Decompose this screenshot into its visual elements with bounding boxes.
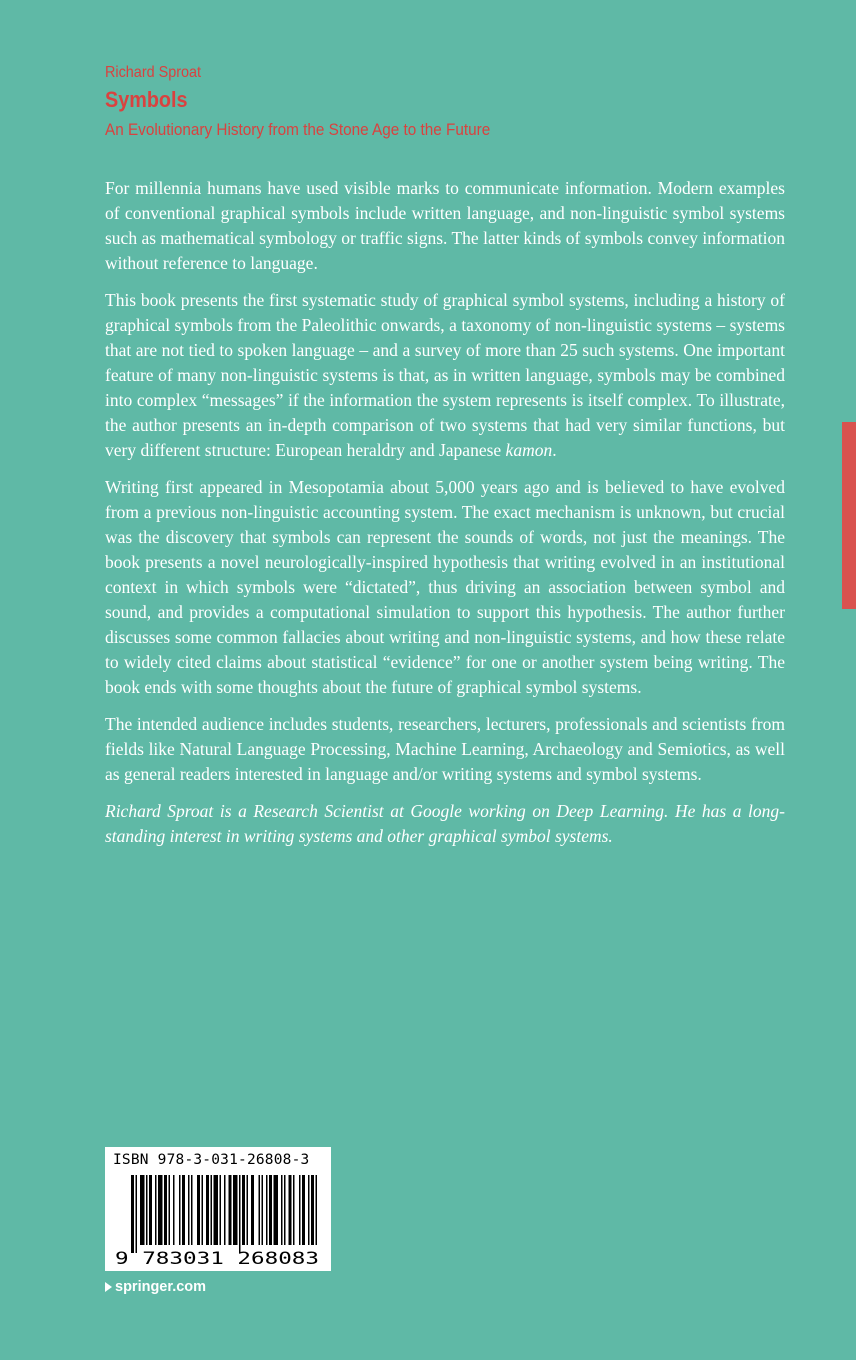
description-paragraph-1: For millennia humans have used visible marks to communicate information. Modern examples of conventional graphical symbols include written language, and non-linguistic symbol systems such as mathematical symbology or traffic signs. The latter kinds of symbols convey information without reference to language. xyxy=(105,178,785,273)
book-description xyxy=(105,176,785,861)
barcode-bar xyxy=(164,1175,167,1245)
barcode-bar xyxy=(211,1175,213,1245)
barcode-bar xyxy=(284,1175,286,1245)
barcode-bar xyxy=(131,1175,134,1253)
barcode-bar xyxy=(188,1175,190,1245)
barcode-bar xyxy=(173,1175,175,1245)
barcode-bar xyxy=(229,1175,232,1245)
barcode-bar xyxy=(233,1175,238,1245)
barcode-graphic xyxy=(113,1175,323,1267)
barcode-bar xyxy=(182,1175,185,1245)
barcode-bar xyxy=(266,1175,268,1245)
barcode-bar xyxy=(155,1175,157,1245)
barcode-bar xyxy=(239,1175,241,1253)
barcode-bar xyxy=(299,1175,301,1245)
barcode-bar xyxy=(289,1175,292,1245)
paragraph-2-main-text: This book presents the first systematic study of graphical symbol systems, including a history of graphical symbols from the Paleolithic onwards, a taxonomy of non-linguistic systems – systems that are not tied to spoken language – and a survey of more than 25 such systems. One important feature of many non-linguistic systems is that, as in written language, symbols may be combined into complex “messages” if the information the system represents is itself complex. To illustrate, the author presents an in-depth comparison of two systems that had very similar functions, but very different structure: European heraldry and Japanese xyxy=(105,290,785,460)
barcode-bar xyxy=(146,1175,148,1245)
barcode-bar xyxy=(149,1175,152,1245)
book-header xyxy=(105,62,795,142)
barcode-digits: 9 783031 268083 xyxy=(115,1249,319,1267)
barcode-bar xyxy=(220,1175,222,1245)
barcode-bar xyxy=(224,1175,226,1245)
barcode-bar xyxy=(158,1175,163,1245)
publisher-url: springer.com xyxy=(115,1279,207,1295)
isbn-barcode xyxy=(105,1147,331,1271)
spine-accent-tab xyxy=(842,422,856,609)
barcode-bar xyxy=(169,1175,171,1245)
description-paragraph-2 xyxy=(105,288,785,463)
publisher-link[interactable] xyxy=(105,1278,206,1296)
barcode-bar xyxy=(308,1175,310,1245)
barcode-bar xyxy=(242,1175,245,1245)
description-paragraph-3: Writing first appeared in Mesopotamia about 5,000 years ago and is believed to have evolved from a previous non-linguistic accounting system. The exact mechanism is unknown, but crucial was the discovery that symbols can represent the sounds of words, not just the meanings. The book presents a novel neurologically-inspired hypothesis that writing evolved in an institutional context in which symbols were “dictated”, thus driving an association between symbol and sound, and provides a computational simulation to support this hypothesis. The author further discusses some common fallacies about writing and non-linguistic systems, and how these relate to widely cited claims about statistical “evidence” for one or another system being writing. The book ends with some thoughts about the future of graphical symbol systems. xyxy=(105,477,785,697)
barcode-bar xyxy=(202,1175,204,1245)
barcode-bar xyxy=(293,1175,295,1245)
isbn-label: ISBN 978-3-031-26808-3 xyxy=(113,1152,310,1168)
barcode-bar xyxy=(259,1175,261,1245)
barcode-bar xyxy=(191,1175,193,1245)
author-name: Richard Sproat xyxy=(105,64,202,81)
barcode-bar xyxy=(281,1175,283,1245)
book-title: Symbols xyxy=(105,87,188,112)
kamon-emphasis: kamon xyxy=(505,440,553,460)
barcode-bar xyxy=(140,1175,145,1245)
barcode-bar xyxy=(136,1175,138,1253)
barcode-bar xyxy=(197,1175,200,1245)
barcode-bar xyxy=(274,1175,279,1245)
barcode-bar xyxy=(206,1175,209,1245)
play-arrow-icon xyxy=(105,1282,112,1292)
barcode-bar xyxy=(251,1175,254,1245)
barcode-bar xyxy=(302,1175,305,1245)
barcode-bar xyxy=(262,1175,264,1245)
author-bio: Richard Sproat is a Research Scientist at Google working on Deep Learning. He has a long-standing interest in writing systems and other graphical symbol systems. xyxy=(105,801,785,846)
barcode-bar xyxy=(316,1175,318,1245)
paragraph-2-end: . xyxy=(552,440,557,460)
barcode-bar xyxy=(214,1175,219,1245)
barcode-bar xyxy=(247,1175,249,1245)
barcode-bar xyxy=(179,1175,181,1245)
book-subtitle: An Evolutionary History from the Stone Age to the Future xyxy=(105,120,491,139)
description-paragraph-4: The intended audience includes students, researchers, lecturers, professionals and scientists from fields like Natural Language Processing, Machine Learning, Archaeology and Semiotics, as well as general readers interested in language and/or writing systems and symbol systems. xyxy=(105,714,785,784)
barcode-bar xyxy=(269,1175,272,1245)
barcode-bar xyxy=(311,1175,314,1245)
